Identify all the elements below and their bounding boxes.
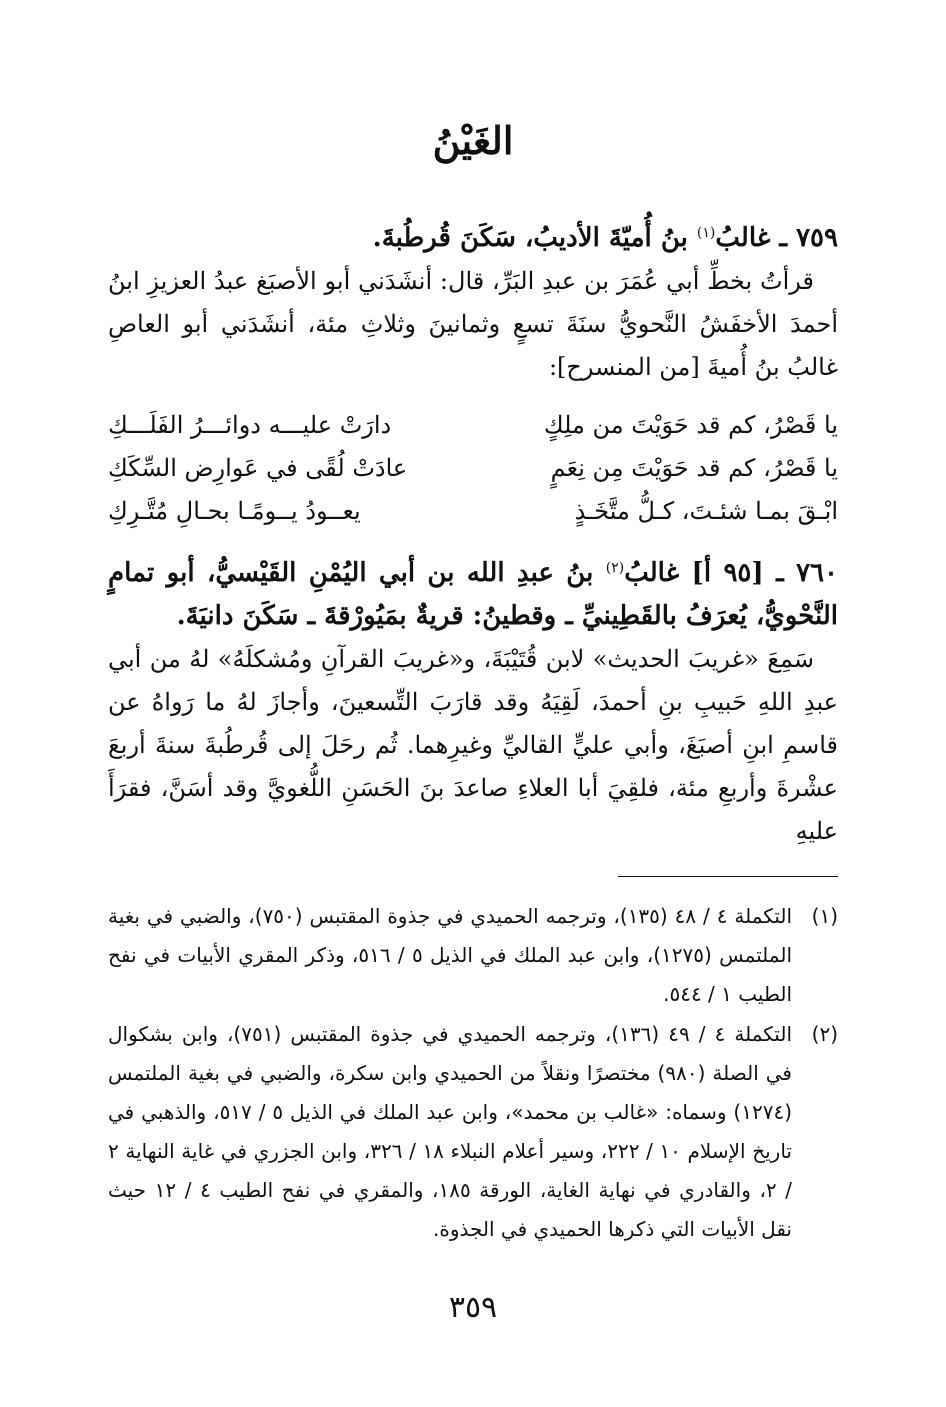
entry-760: [108, 547, 838, 853]
entry-760-heading: [108, 547, 838, 638]
verse-line-2: [108, 447, 838, 490]
entry-759-heading: [108, 212, 838, 260]
footnote-ref-1[interactable]: (١): [696, 225, 716, 241]
chapter-title: الغَيْنُ: [432, 118, 514, 163]
verse-3-first-hemistich: ابْـقَ بمـا شئـتَ، كـلُّ متَّخَـذٍ: [574, 497, 838, 525]
verse-1-second-hemistich: دارَتْ عليـــه دوائـــرُ الفَلَـــكِ: [108, 411, 392, 439]
footnote-separator: [618, 876, 838, 877]
entry-760-head: ٧٦٠ ـ [٩٥ أ] غالبُ: [624, 558, 838, 588]
footnote-ref-2[interactable]: (٢): [605, 560, 625, 576]
entry-760-paragraph: سَمِعَ «غريبَ الحديث» لابن قُتَيْبَةَ، و«غريبَ القرآنِ ومُشكلَهُ» لهُ من أبي عبدِ اللهِ حَبيبِ بنِ أحمدَ، لَقِيَهُ وقد قارَبَ التِّسعينَ، وأجازَ لهُ ما رَواهُ عن قاسمِ ابنِ أصبَغَ، وأبي عليٍّ القاليِّ وغيرِهما. ثُم رحَلَ إلى قُرطُبةَ سنةَ أربعَ عشْرةَ وأربعِ مئة، فلقِيَ أبا العلاءِ صاعدَ بنَ الحَسَنِ اللُّغويَّ وقد أسَنَّ، فقرَأَ عليهِ: [108, 645, 838, 845]
footnote-1: [108, 897, 838, 1014]
footnote-2: [108, 1015, 838, 1249]
verse-2-second-hemistich: عادَتْ لُقًى في عَوارِض السِّكَكِ: [108, 454, 408, 482]
entry-759-head-rest: بنُ أُميّةَ الأديبُ، سَكَنَ قُرطُبةَ.: [372, 223, 697, 253]
footnote-2-text: التكملة ٤ / ٤٩ (١٣٦)، وترجمه الحميدي في جذوة المقتبس (٧٥١)، وابن بشكوال في الصلة (٩٨٠) مختصرًا ونقلاً من الحميدي وابن سكرة، والضبي في بغية الملتمس (١٢٧٤) وسماه: «غالب بن محمد»، وابن عبد الملك في الذيل ٥ / ٥١٧، والذهبي في تاريخ الإسلام ١٠ / ٢٢٢، وسير أعلام النبلاء ١٨ / ٣٢٦، وابن الجزري في غاية النهاية ٢ / ٢، والقادري في نهاية الغاية، الورقة ١٨٥، والمقري في نفح الطيب ٤ / ١٢ حيث نقل الأبيات التي ذكرها الحميدي في الجذوة.: [108, 1022, 793, 1241]
footnote-1-text: التكملة ٤ / ٤٨ (١٣٥)، وترجمه الحميدي في جذوة المقتبس (٧٥٠)، والضبي في بغية الملتمس (١٢٧٥)، وابن عبد الملك في الذيل ٥ / ٥١٦، وذكر المقري الأبيات في نفح الطيب ١ / ٥٤٤.: [108, 904, 793, 1006]
entry-759-head: ٧٥٩ ـ غالبُ: [715, 223, 838, 253]
entry-759-paragraph: قرأتُ بخطِّ أبي عُمَرَ بن عبدِ البَرِّ، قال: أنشَدَني أبو الأصبَغ عبدُ العزيزِ ابنُ أحمدَ الأخفَشُ النَّحويُّ سنَةَ تسعٍ وثمانينَ وثلاثِ مئة، أنشَدَني أبو العاصِ غالبُ بنُ أُميةَ [من المنسرح]:: [108, 267, 838, 381]
verse-line-1: [108, 404, 838, 447]
verse-1-first-hemistich: يا قَصْرُ، كم قد حَوَيْتَ من ملِكٍ: [543, 411, 838, 439]
page-number: ٣٥٩: [448, 1290, 498, 1325]
footnote-1-number: (١): [811, 904, 838, 928]
verse-line-3: [108, 490, 838, 533]
entry-760-head-rest: بنُ عبدِ الله بن أبي اليُمْنِ القَيْسيُّ، أبو تمامٍ النَّحْويُّ، يُعرَفُ بالقَطِينيِّ ـ وقطينُ: قريةٌ بمَيُورْقةَ ـ سَكَنَ دانيَةَ.: [108, 558, 838, 631]
verse-3-second-hemistich: يعــودُ يــومًـا بحـالِ مُتَّـرِكِ: [108, 497, 361, 525]
entry-759: [108, 212, 838, 389]
footnote-2-number: (٢): [811, 1022, 838, 1046]
verse-2-first-hemistich: يا قَصْرُ، كم قد حَوَيْتَ مِن نِعَمٍ: [550, 454, 838, 482]
